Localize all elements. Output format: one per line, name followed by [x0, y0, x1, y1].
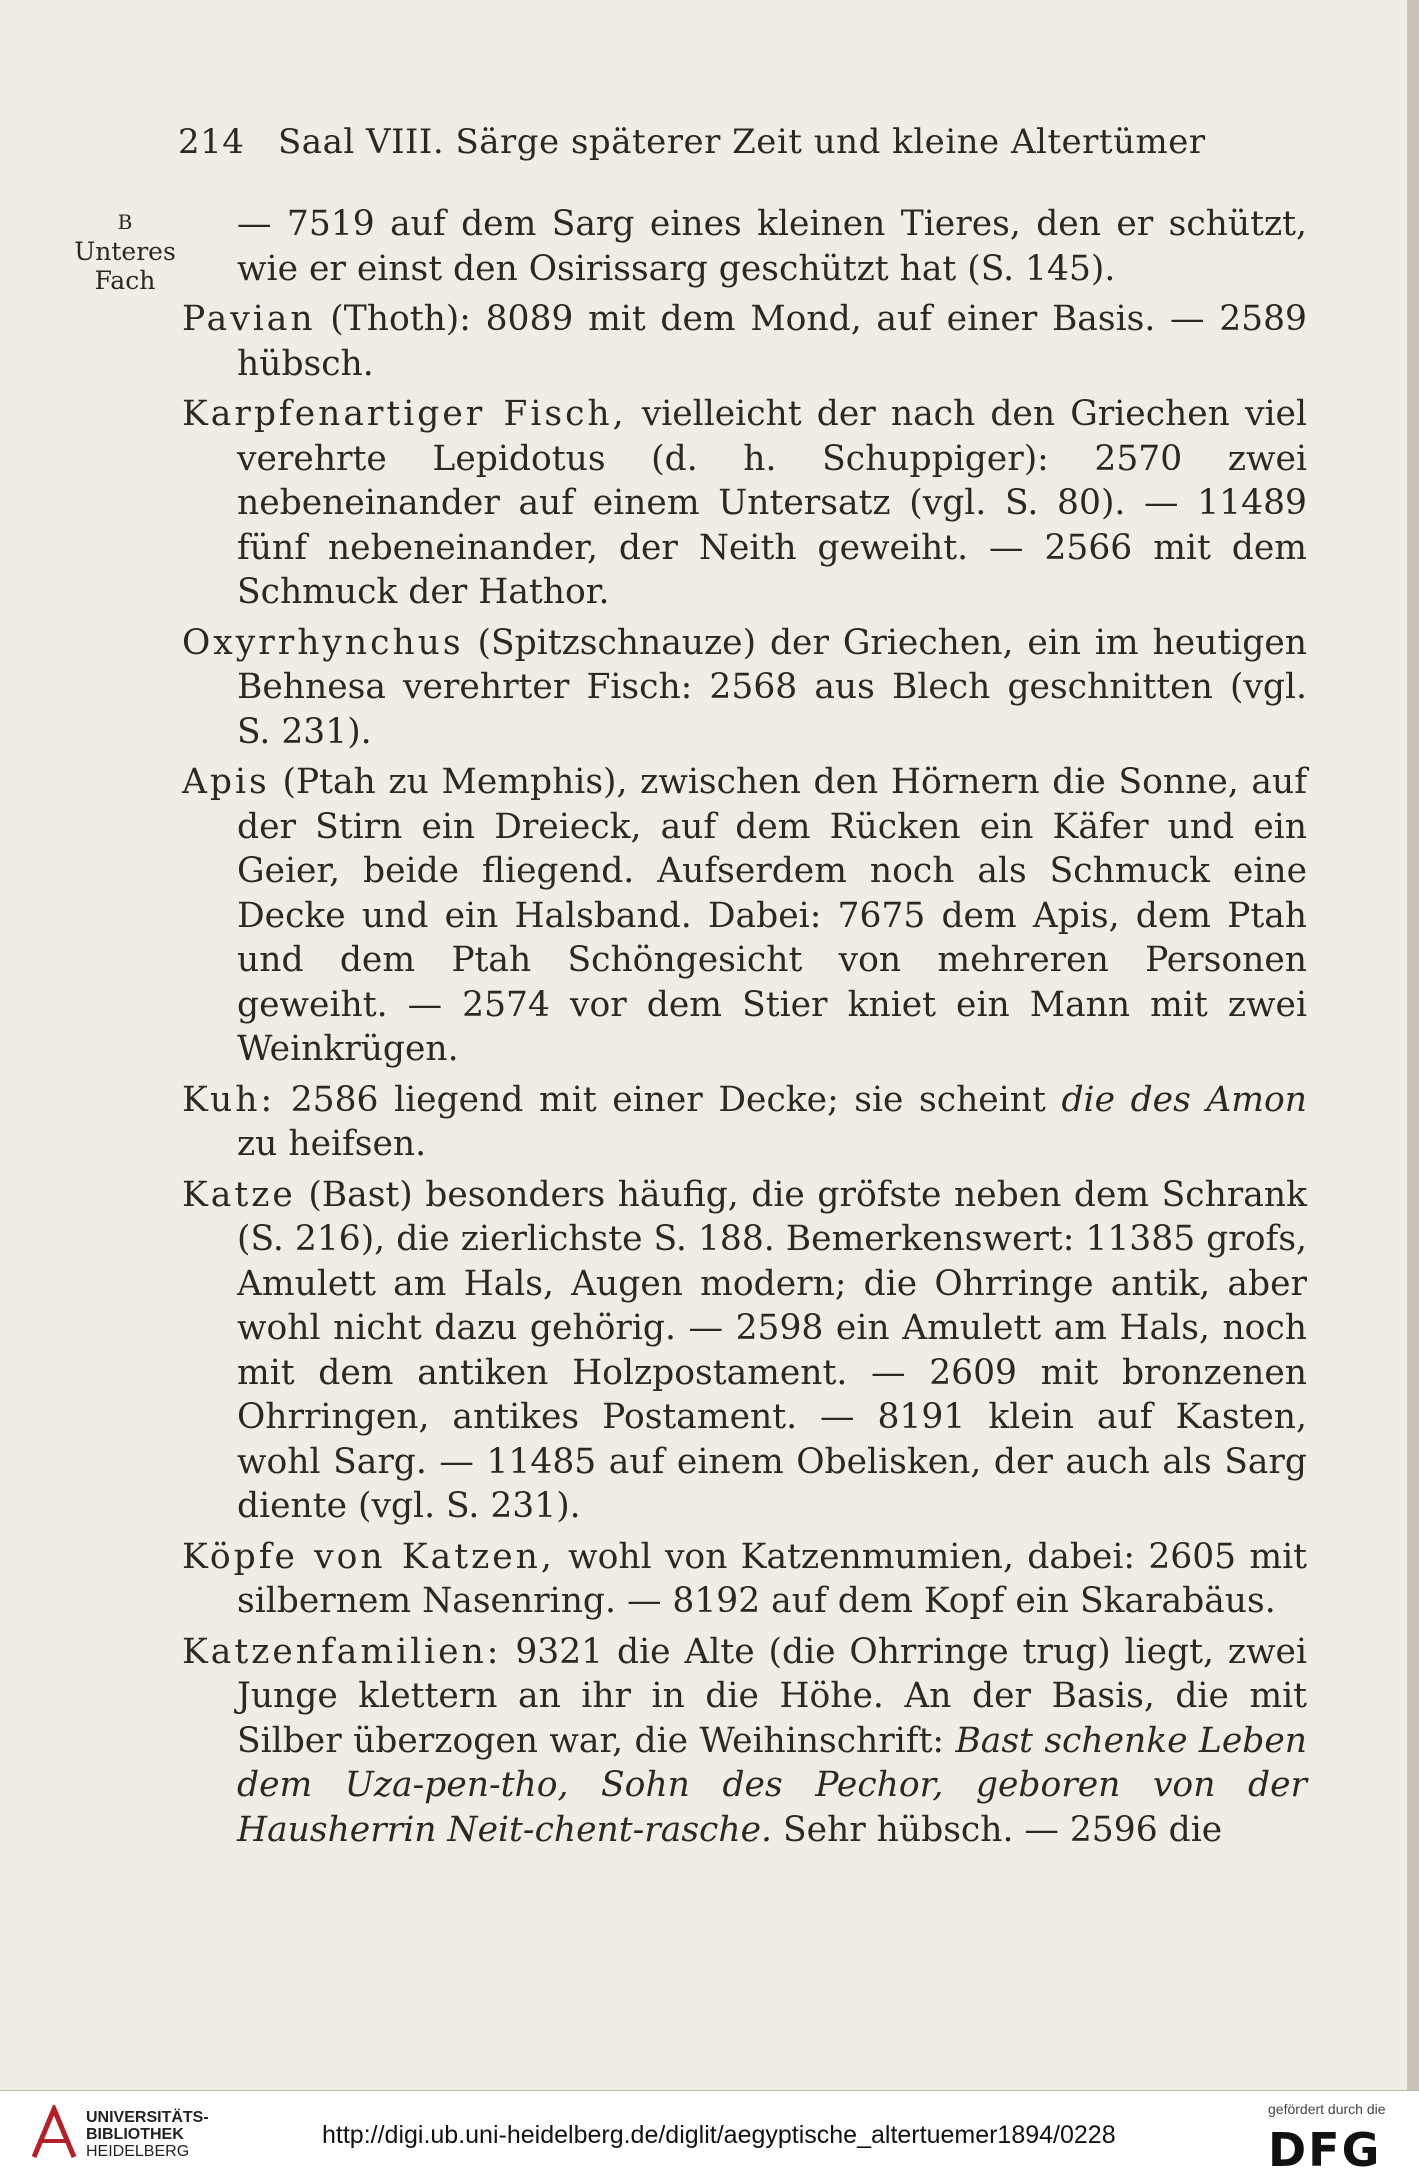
entry-pavian — [182, 297, 1307, 386]
entry-italic: Bast schenke Leben dem Uza-pen-tho, Sohn des Pechor, geboren von der Hausherrin Neit-chent-rasche. — [237, 1720, 1307, 1850]
page-edge — [1407, 0, 1419, 2090]
source-url-link[interactable]: http://digi.ub.uni-heidelberg.de/diglit/aegyptische_altertuemer1894/0228 — [322, 2121, 1116, 2149]
entry-oxyrrhynchus — [182, 621, 1307, 755]
entry-lead: Kuh: — [182, 1079, 276, 1120]
entry-lead: Köpfe von Katzen, — [182, 1536, 555, 1577]
running-header — [178, 122, 1218, 162]
dfg-logo: DFG — [1268, 2123, 1382, 2177]
entry-text: (Spitzschnauze) der Griechen, ein im heutigen Behnesa verehrter Fisch: 2568 aus Blech geschnitten (vgl. S. 231). — [237, 622, 1307, 752]
library-line: BIBLIOTHEK — [86, 2126, 184, 2143]
marginal-line: Fach — [94, 266, 156, 295]
entry-lead: Apis — [182, 762, 270, 802]
entry-lead: Katze — [182, 1174, 296, 1215]
page-number: 214 — [178, 122, 245, 162]
library-name — [86, 2109, 209, 2160]
entry-text: (Thoth): 8089 mit dem Mond, auf einer Basis. — 2589 hübsch. — [237, 299, 1307, 384]
marginal-line: Unteres — [74, 237, 176, 266]
entry-lead: Pavian — [182, 299, 316, 339]
library-line: UNIVERSITÄTS- — [86, 2109, 209, 2126]
entry-italic: die des Amon — [1061, 1079, 1308, 1120]
entry-text: 2586 liegend mit einer Decke; sie scheint — [275, 1079, 1062, 1120]
entry-katze — [182, 1173, 1307, 1529]
entry-lead: Oxyrrhynchus — [182, 622, 464, 663]
entry-text: wohl von Katzenmumien, dabei: 2605 mit silbernem Nasenring. — 8192 auf dem Kopf ein Skarabäus. — [237, 1536, 1307, 1621]
marginal-line: B — [117, 210, 133, 234]
entry-tail: zu heifsen. — [237, 1124, 427, 1164]
body-text — [182, 202, 1307, 1858]
entry-tail: Sehr hübsch. — 2596 die — [771, 1809, 1223, 1850]
entry-osiris — [182, 202, 1307, 291]
library-line: HEIDELBERG — [86, 2143, 190, 2160]
entry-kuh — [182, 1078, 1307, 1167]
marginal-note — [60, 208, 190, 295]
entry-text: 9321 die Alte (die Ohrringe trug) liegt, zwei Junge klettern an ihr in die Höhe. An der Basis, die mit Silber überzogen war, die Weihinschrift: — [237, 1631, 1307, 1761]
library-logo-icon — [30, 2105, 78, 2161]
entry-lead: Katzenfamilien: — [182, 1631, 502, 1672]
entry-apis — [182, 760, 1307, 1072]
entry-lead: Karpfenartiger Fisch, — [182, 394, 627, 434]
entry-text: (Bast) besonders häufig, die gröfste neben dem Schrank (S. 216), die zierlichste S. 188. Bemerkenswert: 11385 grofs, Amulett am Hals, Augen modern; die Ohrringe antik, aber wohl nicht dazu gehörig. — 2598 ein Amulett am Hals, noch mit dem antiken Holzpostament. — 2609 mit bronzenen Ohrringen, antikes Postament. — 8191 klein auf Kasten, wohl Sarg. — 11485 auf einem Obelisken, der auch als Sarg diente (vgl. S. 231). — [237, 1174, 1307, 1526]
footer-bar — [0, 2090, 1419, 2177]
entry-text: vielleicht der nach den Griechen viel verehrte Lepidotus (d. h. Schuppiger): 2570 zwei nebeneinander auf einem Untersatz (vgl. S. 80). — 11489 fünf nebeneinander, der Neith geweiht. — 2566 mit dem Schmuck der Hathor. — [237, 394, 1307, 612]
header-title: Saal VIII. Särge späterer Zeit und kleine Altertümer — [278, 122, 1206, 162]
entry-katzenfamilien — [182, 1630, 1307, 1853]
entry-text: — 7519 auf dem Sarg eines kleinen Tieres, den er schützt, wie er einst den Osirissarg geschützt hat (S. 145). — [237, 204, 1307, 289]
sponsor-note: gefördert durch die — [1268, 2101, 1386, 2117]
entry-text: (Ptah zu Memphis), zwischen den Hörnern die Sonne, auf der Stirn ein Dreieck, auf dem Rücken ein Käfer und ein Geier, beide fliegend. Aufserdem noch als Schmuck eine Decke und ein Halsband. Dabei: 7675 dem Apis, dem Ptah und dem Ptah Schöngesicht von mehreren Personen geweiht. — 2574 vor dem Stier kniet ein Mann mit zwei Weinkrügen. — [237, 762, 1307, 1069]
entry-karpfen — [182, 392, 1307, 615]
entry-koepfe — [182, 1535, 1307, 1624]
